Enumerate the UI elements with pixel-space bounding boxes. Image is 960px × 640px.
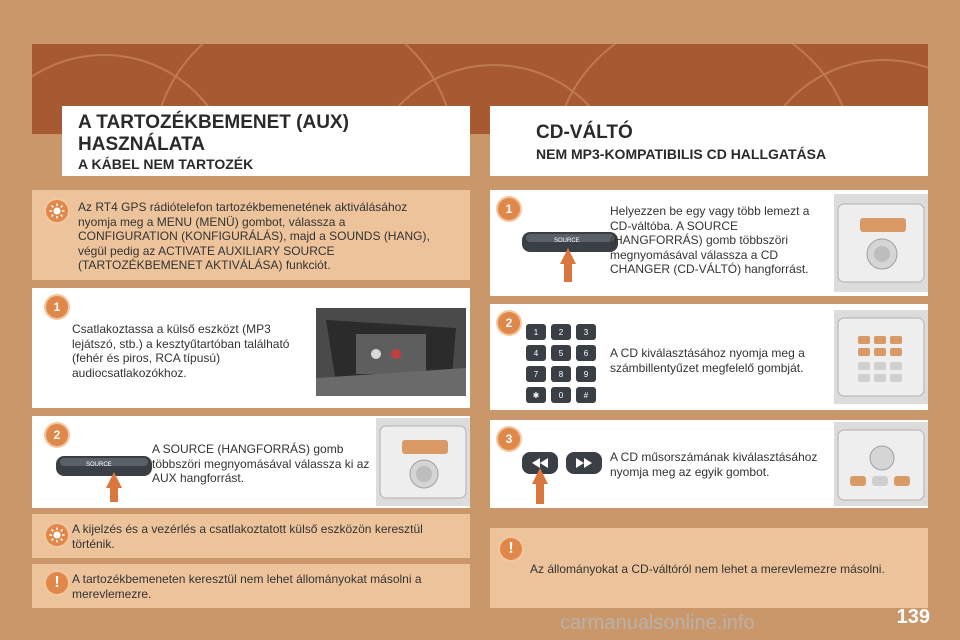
tip-text: A kijelzés és a vezérlés a csatlakoztatott külső eszközön keresztül történik. (72, 522, 423, 551)
left-subtitle: A KÁBEL NEM TARTOZÉK (78, 156, 254, 172)
keypad-key: 4 (526, 345, 546, 361)
keypad-key: ✱ (526, 387, 546, 403)
right-step-3-text: A CD műsorszámának kiválasztásához nyomja meg az egyik gombot. (610, 450, 818, 479)
radio-unit-illustration (376, 418, 470, 506)
intro-panel (32, 190, 470, 280)
step-number-badge: 3 (498, 428, 520, 450)
keypad-key: 8 (551, 366, 571, 382)
warning-panel-left (32, 564, 470, 608)
page-number: 139 (896, 606, 930, 628)
right-title: CD-VÁLTÓ (536, 122, 633, 143)
right-step-3-panel (490, 420, 928, 508)
source-button-illustration (522, 228, 622, 284)
right-subtitle: NEM MP3-KOMPATIBILIS CD HALLGATÁSA (536, 146, 827, 162)
watermark: carmanualsonline.info (560, 612, 755, 634)
warning-text-right: Az állományokat a CD-váltóról nem lehet a merevlemezre másolni. (530, 562, 885, 576)
left-step-2-panel (32, 416, 470, 508)
keypad-key: 5 (551, 345, 571, 361)
glovebox-photo (316, 308, 466, 396)
source-button-illustration (56, 452, 156, 504)
radio-unit-illustration (834, 422, 928, 506)
keypad-key: 0 (551, 387, 571, 403)
keypad-key: # (576, 387, 596, 403)
left-step-2-text: A SOURCE (HANGFORRÁS) gomb többszöri megnyomásával válassza ki az AUX hangforrást. (152, 442, 370, 485)
step-number-badge: 1 (498, 198, 520, 220)
keypad-key: 2 (551, 324, 571, 340)
left-title-box (62, 106, 470, 176)
radio-unit-illustration (834, 194, 928, 292)
warning-panel-right (490, 528, 928, 608)
left-step-1-text: Csatlakoztassa a külső eszközt (MP3 lejátszó, stb.) a kesztyűtartóban található (fehér és piros, RCA típusú) audiocsatlakozókhoz. (72, 322, 290, 380)
warning-text-left: A tartozékbemeneten keresztül nem lehet állományokat másolni a merevlemezre. (72, 572, 422, 601)
source-button-label: SOURCE (554, 238, 580, 244)
warning-icon: ! (500, 538, 522, 560)
step-number-badge: 2 (46, 424, 68, 446)
tip-panel (32, 514, 470, 558)
right-step-2-text: A CD kiválasztásához nyomja meg a számbillentyűzet megfelelő gombját. (610, 346, 805, 375)
tip-sun-icon (46, 524, 68, 546)
step-number-badge: 1 (46, 296, 68, 318)
step-number-badge: 2 (498, 312, 520, 334)
left-title-line2: HASZNÁLATA (78, 134, 205, 155)
source-button-label: SOURCE (86, 462, 112, 468)
keypad-key: 1 (526, 324, 546, 340)
right-step-1-panel (490, 190, 928, 296)
keypad-key: 3 (576, 324, 596, 340)
intro-text: Az RT4 GPS rádiótelefon tartozékbemenetének aktiválásához nyomja meg a MENU (MENÜ) gombot, válassza a CONFIGURATION (KONFIGURÁLÁS), majd a SOUNDS (HANG), végül pedig az ACTIVATE AUXILIARY SOURCE (TARTOZÉKBEMENET AKTIVÁLÁSA) funkciót. (78, 200, 430, 272)
left-step-1-panel (32, 288, 470, 408)
warning-icon: ! (46, 572, 68, 594)
left-title-line1: A TARTOZÉKBEMENET (AUX) (78, 112, 349, 133)
tip-sun-icon (46, 200, 68, 222)
right-title-box (490, 106, 928, 176)
right-step-1-text: Helyezzen be egy vagy több lemezt a CD-váltóba. A SOURCE (HANGFORRÁS) gomb többszöri megnyomásával válassza a CD CHANGER (CD-VÁLTÓ) hangforrást. (610, 204, 810, 276)
keypad-key: 6 (576, 345, 596, 361)
radio-unit-illustration (834, 310, 928, 404)
keypad-illustration (522, 320, 606, 406)
right-step-2-panel (490, 304, 928, 410)
track-buttons-illustration (520, 450, 604, 506)
keypad-key: 7 (526, 366, 546, 382)
keypad-key: 9 (576, 366, 596, 382)
